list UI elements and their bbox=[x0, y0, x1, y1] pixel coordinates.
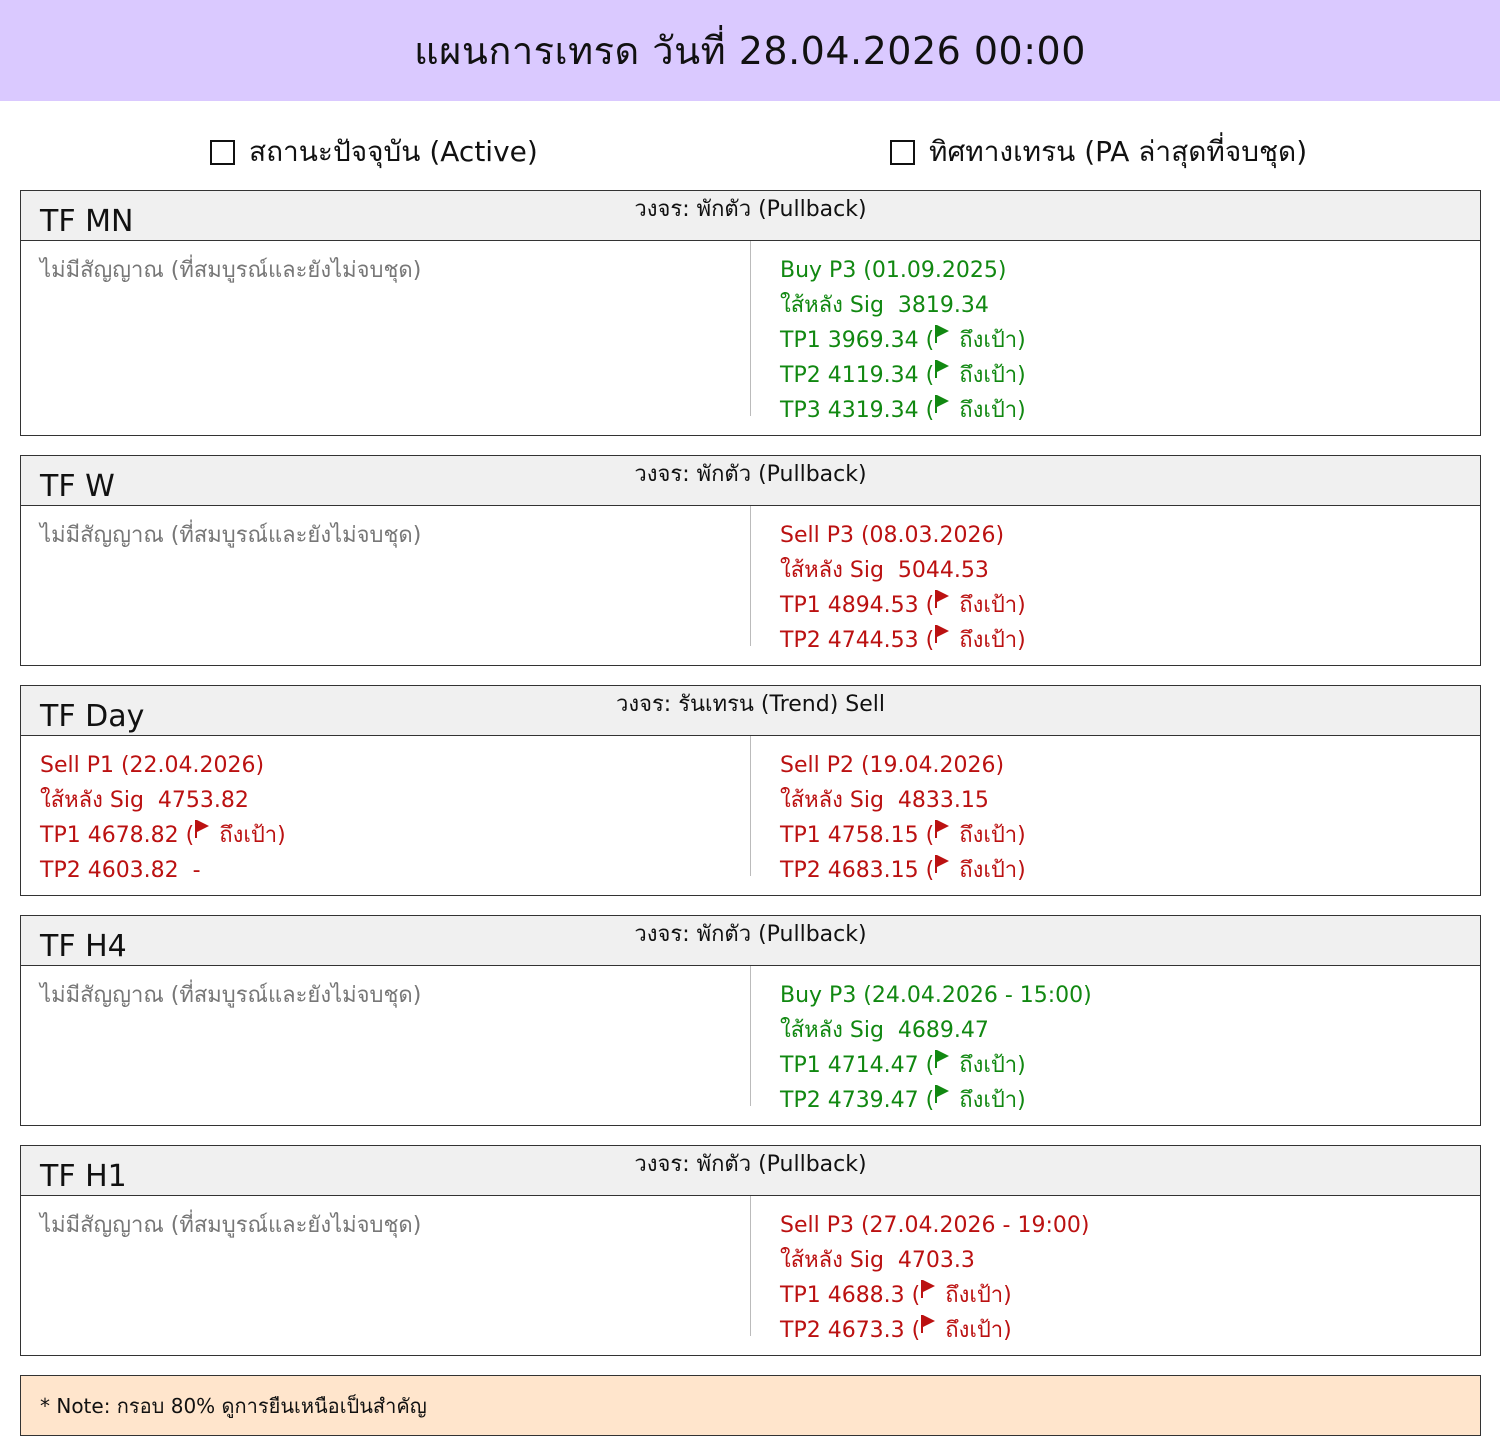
tf-section-header bbox=[21, 456, 1480, 506]
tp-status: ถึงเป้า) bbox=[959, 823, 1026, 848]
column-header-active-label: สถานะปัจจุบัน (Active) bbox=[249, 135, 538, 168]
flag-icon bbox=[935, 325, 949, 343]
tp2-line bbox=[780, 1313, 1089, 1348]
tp-label: TP1 4758.15 ( bbox=[780, 823, 935, 848]
tp-label: TP1 4714.47 ( bbox=[780, 1053, 935, 1078]
sig-wick-value: ใส้หลัง Sig 4689.47 bbox=[780, 1018, 989, 1043]
flag-icon bbox=[935, 590, 949, 608]
page-banner bbox=[0, 0, 1500, 101]
flag-icon bbox=[935, 1050, 949, 1068]
tp-status: ถึงเป้า) bbox=[959, 328, 1026, 353]
flag-icon bbox=[935, 395, 949, 413]
tp-status: ถึงเป้า) bbox=[959, 858, 1026, 883]
column-header-trend-label: ทิศทางเทรน (PA ล่าสุดที่จบชุด) bbox=[929, 135, 1308, 168]
tp-label: TP2 4739.47 ( bbox=[780, 1088, 935, 1113]
tp2-line bbox=[780, 1083, 1092, 1118]
tp1-line bbox=[780, 1278, 1089, 1313]
checkbox-icon[interactable] bbox=[890, 140, 915, 165]
tp-label: TP2 4744.53 ( bbox=[780, 628, 935, 653]
active-status-cell bbox=[40, 518, 421, 553]
tf-section-h1 bbox=[20, 1145, 1481, 1356]
cycle-label: วงจร: รันเทรน (Trend) Sell bbox=[615, 692, 886, 717]
tp-label: TP1 3969.34 ( bbox=[780, 328, 935, 353]
tp-label: TP2 4119.34 ( bbox=[780, 363, 935, 388]
column-divider bbox=[750, 1196, 751, 1336]
no-signal-text: ไม่มีสัญญาณ (ที่สมบูรณ์และยังไม่จบชุด) bbox=[40, 258, 422, 283]
tp-label: TP1 4678.82 ( bbox=[40, 823, 195, 848]
tp-label: TP1 4894.53 ( bbox=[780, 593, 935, 618]
flag-icon bbox=[935, 360, 949, 378]
tp2-line bbox=[780, 623, 1026, 658]
signal-label: Buy P3 (24.04.2026 - 15:00) bbox=[780, 983, 1092, 1008]
tf-section-header bbox=[21, 916, 1480, 966]
tp2-line bbox=[780, 853, 1026, 888]
checkbox-icon[interactable] bbox=[210, 140, 235, 165]
tp-status: ถึงเป้า) bbox=[959, 363, 1026, 388]
tf-section-header bbox=[21, 191, 1480, 241]
tp-status: ถึงเป้า) bbox=[959, 1053, 1026, 1078]
tp-status: ถึงเป้า) bbox=[959, 1088, 1026, 1113]
flag-icon bbox=[921, 1280, 935, 1298]
page-title: แผนการเทรด วันที่ 28.04.2026 00:00 bbox=[414, 29, 1086, 73]
trend-direction-cell bbox=[780, 748, 1026, 888]
timeframe-label: TF MN bbox=[40, 204, 134, 239]
tp-label: TP2 4603.82 - bbox=[40, 858, 201, 883]
trend-direction-cell bbox=[780, 1208, 1089, 1348]
flag-icon bbox=[935, 855, 949, 873]
flag-icon bbox=[935, 1085, 949, 1103]
sig-wick-value: ใส้หลัง Sig 4833.15 bbox=[780, 788, 989, 813]
tf-section-w bbox=[20, 455, 1481, 666]
tp-status: ถึงเป้า) bbox=[959, 398, 1026, 423]
no-signal-text: ไม่มีสัญญาณ (ที่สมบูรณ์และยังไม่จบชุด) bbox=[40, 1213, 422, 1238]
sig-wick-value: ใส้หลัง Sig 4703.3 bbox=[780, 1248, 975, 1273]
cycle-label: วงจร: พักตัว (Pullback) bbox=[634, 197, 867, 222]
tp1-line bbox=[780, 588, 1026, 623]
note-box bbox=[20, 1375, 1481, 1436]
sig-wick-value: ใส้หลัง Sig 5044.53 bbox=[780, 558, 989, 583]
column-divider bbox=[750, 966, 751, 1106]
tf-section-day bbox=[20, 685, 1481, 896]
trend-direction-cell bbox=[780, 253, 1026, 428]
column-divider bbox=[750, 736, 751, 876]
flag-icon bbox=[195, 820, 209, 838]
flag-icon bbox=[935, 625, 949, 643]
active-status-cell bbox=[40, 978, 421, 1013]
tp-label: TP2 4673.3 ( bbox=[780, 1318, 921, 1343]
tp1-line bbox=[40, 818, 286, 853]
tp2-line bbox=[40, 853, 286, 888]
tp2-line bbox=[780, 358, 1026, 393]
cycle-label: วงจร: พักตัว (Pullback) bbox=[634, 462, 867, 487]
tp1-line bbox=[780, 323, 1026, 358]
trend-direction-cell bbox=[780, 978, 1092, 1118]
timeframe-label: TF H1 bbox=[40, 1159, 127, 1194]
signal-label: Sell P1 (22.04.2026) bbox=[40, 753, 265, 778]
tp1-line bbox=[780, 1048, 1092, 1083]
tp-label: TP3 4319.34 ( bbox=[780, 398, 935, 423]
timeframe-label: TF H4 bbox=[40, 929, 127, 964]
tp-status: ถึงเป้า) bbox=[959, 593, 1026, 618]
signal-label: Sell P2 (19.04.2026) bbox=[780, 753, 1005, 778]
tp-status: ถึงเป้า) bbox=[219, 823, 286, 848]
active-status-cell bbox=[40, 748, 286, 888]
cycle-label: วงจร: พักตัว (Pullback) bbox=[634, 922, 867, 947]
tp3-line bbox=[780, 393, 1026, 428]
tp-status: ถึงเป้า) bbox=[945, 1283, 1012, 1308]
signal-label: Sell P3 (27.04.2026 - 19:00) bbox=[780, 1213, 1090, 1238]
sig-wick-value: ใส้หลัง Sig 4753.82 bbox=[40, 788, 249, 813]
tp-label: TP2 4683.15 ( bbox=[780, 858, 935, 883]
tp-status: ถึงเป้า) bbox=[959, 628, 1026, 653]
tp-status: ถึงเป้า) bbox=[945, 1318, 1012, 1343]
active-status-cell bbox=[40, 253, 421, 288]
note-text: * Note: กรอบ 80% ดูการยืนเหนือเป็นสำคัญ bbox=[40, 1393, 427, 1418]
tf-section-header bbox=[21, 1146, 1480, 1196]
signal-label: Sell P3 (08.03.2026) bbox=[780, 523, 1005, 548]
trend-direction-cell bbox=[780, 518, 1026, 658]
no-signal-text: ไม่มีสัญญาณ (ที่สมบูรณ์และยังไม่จบชุด) bbox=[40, 983, 422, 1008]
tf-section-h4 bbox=[20, 915, 1481, 1126]
signal-label: Buy P3 (01.09.2025) bbox=[780, 258, 1007, 283]
column-header-active bbox=[210, 130, 538, 174]
flag-icon bbox=[935, 820, 949, 838]
sig-wick-value: ใส้หลัง Sig 3819.34 bbox=[780, 293, 989, 318]
timeframe-label: TF W bbox=[40, 469, 115, 504]
cycle-label: วงจร: พักตัว (Pullback) bbox=[634, 1152, 867, 1177]
flag-icon bbox=[921, 1315, 935, 1333]
column-header-trend bbox=[890, 130, 1307, 174]
column-divider bbox=[750, 506, 751, 646]
column-divider bbox=[750, 241, 751, 416]
tf-section-header bbox=[21, 686, 1480, 736]
tp1-line bbox=[780, 818, 1026, 853]
tf-section-mn bbox=[20, 190, 1481, 436]
tp-label: TP1 4688.3 ( bbox=[780, 1283, 921, 1308]
active-status-cell bbox=[40, 1208, 421, 1243]
no-signal-text: ไม่มีสัญญาณ (ที่สมบูรณ์และยังไม่จบชุด) bbox=[40, 523, 422, 548]
timeframe-label: TF Day bbox=[40, 699, 145, 734]
